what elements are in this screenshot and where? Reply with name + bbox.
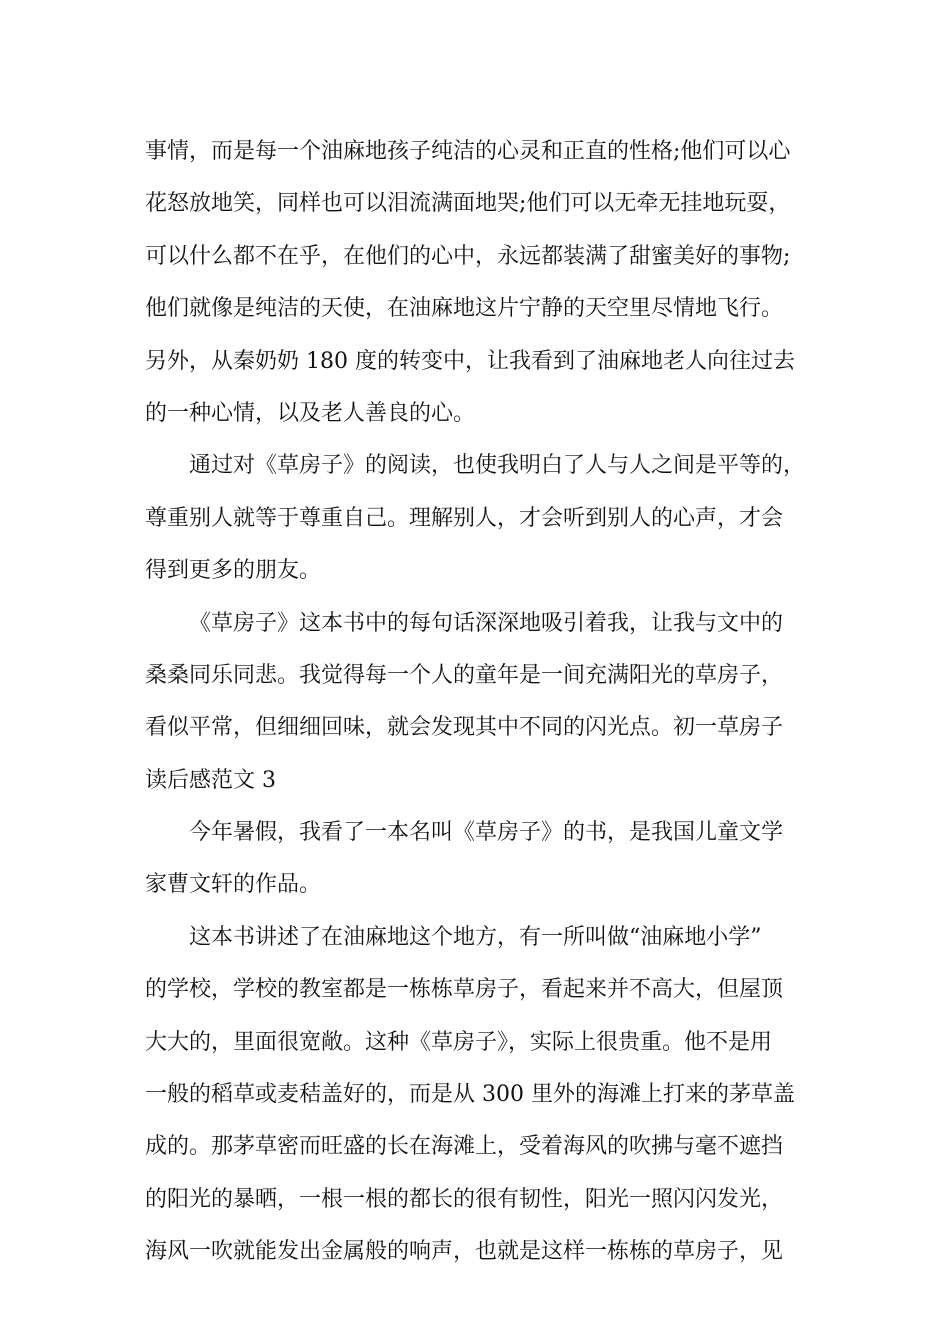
paragraph-first-line: 通过对《草房子》的阅读，也使我明白了人与人之间是平等的， <box>189 453 806 479</box>
text-line: 花怒放地笑，同样也可以泪流满面地哭;他们可以无牵无挂地玩耍， <box>145 191 791 217</box>
text-line: 看似平常，但细细回味，就会发现其中不同的闪光点。初一草房子 <box>145 715 784 741</box>
text-line: 的阳光的暴晒，一根一根的都长的很有韧性，阳光一照闪闪发光， <box>145 1186 784 1212</box>
text-line: 一般的稻草或麦秸盖好的，而是从 300 里外的海滩上打来的茅草盖 <box>145 1082 795 1108</box>
text-line: 成的。那茅草密而旺盛的长在海滩上，受着海风的吹拂与毫不遮挡 <box>145 1134 784 1160</box>
text-line: 可以什么都不在乎，在他们的心中，永远都装满了甜蜜美好的事物; <box>145 243 791 269</box>
paragraph-first-line: 《草房子》这本书中的每句话深深地吸引着我，让我与文中的 <box>189 610 784 636</box>
text-line: 的学校，学校的教室都是一栋栋草房子，看起来并不高大，但屋顶 <box>145 977 784 1003</box>
text-line: 得到更多的朋友。 <box>145 558 322 584</box>
text-line: 的一种心情，以及老人善良的心。 <box>145 400 476 426</box>
text-line: 尊重别人就等于尊重自己。理解别人，才会听到别人的心声，才会 <box>145 505 784 531</box>
text-line: 大大的，里面很宽敞。这种《草房子》，实际上很贵重。他不是用 <box>145 1029 773 1055</box>
text-line: 海风一吹就能发出金属般的响声，也就是这样一栋栋的草房子，见 <box>145 1239 784 1265</box>
text-line: 桑桑同乐同悲。我觉得每一个人的童年是一间充满阳光的草房子， <box>145 662 784 688</box>
body-text <box>145 126 815 1279</box>
paragraph-first-line: 今年暑假，我看了一本名叫《草房子》的书，是我国儿童文学 <box>189 820 784 846</box>
text-line: 另外，从秦奶奶 180 度的转变中，让我看到了油麻地老人向往过去 <box>145 348 795 374</box>
text-line: 家曹文轩的作品。 <box>145 872 322 898</box>
paragraph-first-line: 这本书讲述了在油麻地这个地方，有一所叫做“油麻地小学” <box>189 924 762 950</box>
section-heading-line: 读后感范文 3 <box>145 767 276 793</box>
text-line: 他们就像是纯洁的天使，在油麻地这片宁静的天空里尽情地飞行。 <box>145 296 784 322</box>
text-line: 事情，而是每一个油麻地孩子纯洁的心灵和正直的性格;他们可以心 <box>145 139 791 164</box>
